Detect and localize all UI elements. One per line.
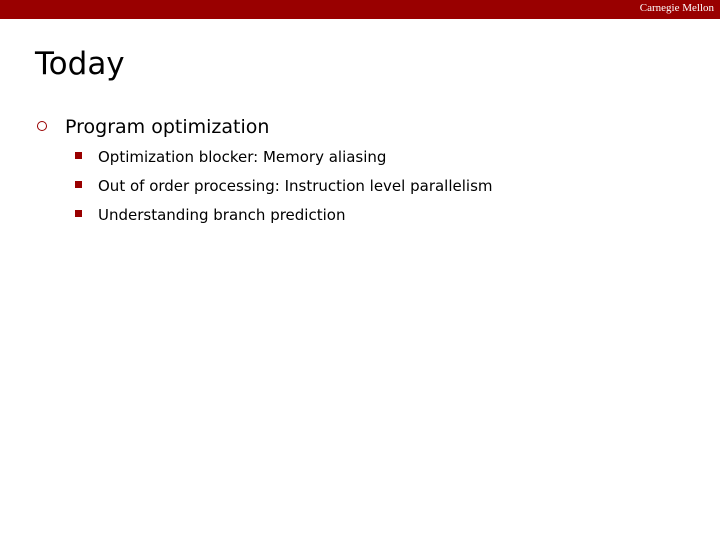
circle-bullet-icon	[37, 121, 47, 131]
bullet-text: Program optimization	[65, 116, 270, 138]
institution-name: Carnegie Mellon	[639, 2, 714, 14]
subitem-text: Understanding branch prediction	[98, 206, 346, 224]
subitem-text: Out of order processing: Instruction level parallelism	[98, 177, 493, 195]
subitem-text: Optimization blocker: Memory aliasing	[98, 148, 387, 166]
square-bullet-icon	[75, 210, 82, 217]
slide-title: Today	[35, 46, 125, 82]
header-bar	[0, 0, 720, 19]
square-bullet-icon	[75, 152, 82, 159]
square-bullet-icon	[75, 181, 82, 188]
